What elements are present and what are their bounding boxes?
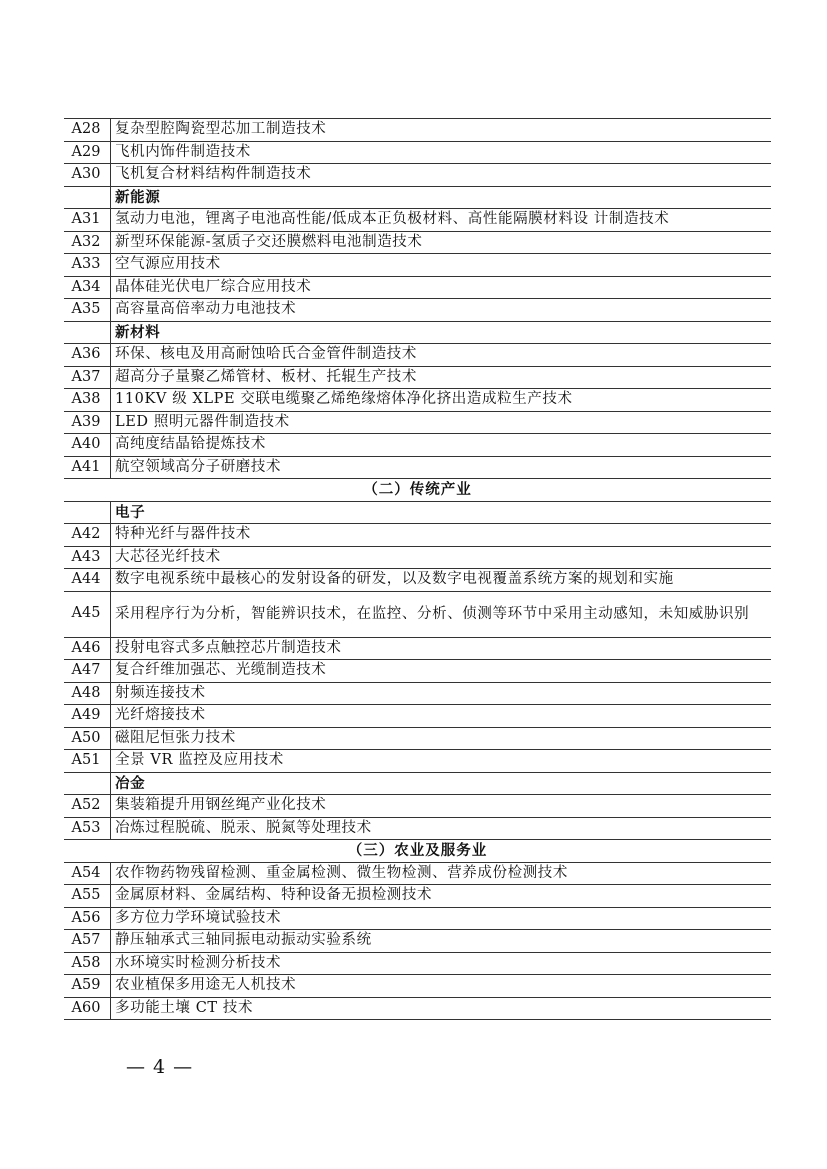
section-header-row [64, 479, 771, 502]
item-code: A52 [64, 795, 111, 818]
item-code: A49 [64, 705, 111, 728]
item-code: A40 [64, 434, 111, 457]
item-code: A28 [64, 119, 111, 142]
category-title: 电子 [111, 501, 772, 524]
item-name: 空气源应用技术 [111, 254, 772, 277]
table-row [64, 997, 771, 1020]
item-name: LED 照明元器件制造技术 [111, 411, 772, 434]
item-name: 新型环保能源-氢质子交还膜燃料电池制造技术 [111, 231, 772, 254]
table-row [64, 795, 771, 818]
item-code: A42 [64, 524, 111, 547]
table-row [64, 907, 771, 930]
item-name: 环保、核电及用高耐蚀哈氏合金管件制造技术 [111, 344, 772, 367]
table-body [64, 119, 771, 1020]
item-code: A32 [64, 231, 111, 254]
item-code: A33 [64, 254, 111, 277]
table-row [64, 209, 771, 232]
table-row [64, 231, 771, 254]
item-code: A59 [64, 975, 111, 998]
category-title: 新能源 [111, 186, 772, 209]
item-code: A48 [64, 682, 111, 705]
item-code: A35 [64, 299, 111, 322]
table-row [64, 299, 771, 322]
section-title: （二）传统产业 [64, 479, 771, 502]
item-name: 磁阻尼恒张力技术 [111, 727, 772, 750]
table-row [64, 637, 771, 660]
item-code: A56 [64, 907, 111, 930]
item-name: 数字电视系统中最核心的发射设备的研发，以及数字电视覆盖系统方案的规划和实施 [111, 569, 772, 592]
item-name: 高纯度结晶铪提炼技术 [111, 434, 772, 457]
item-name: 采用程序行为分析，智能辨识技术，在监控、分析、侦测等环节中采用主动感知，未知威胁识别 [111, 591, 772, 637]
page-number: — 4 — [126, 1056, 194, 1078]
table-row [64, 930, 771, 953]
table-row [64, 456, 771, 479]
item-name: 飞机内饰件制造技术 [111, 141, 772, 164]
category-row [64, 321, 771, 344]
item-name: 静压轴承式三轴同振电动振动实验系统 [111, 930, 772, 953]
table-row [64, 862, 771, 885]
item-code [64, 321, 111, 344]
item-code: A39 [64, 411, 111, 434]
item-code: A43 [64, 546, 111, 569]
table-row [64, 569, 771, 592]
item-name: 光纤熔接技术 [111, 705, 772, 728]
item-name: 水环境实时检测分析技术 [111, 952, 772, 975]
table-row [64, 591, 771, 637]
table-row [64, 682, 771, 705]
table-row [64, 254, 771, 277]
item-name: 集装箱提升用钢丝绳产业化技术 [111, 795, 772, 818]
item-code: A54 [64, 862, 111, 885]
item-name: 飞机复合材料结构件制造技术 [111, 164, 772, 187]
item-code [64, 186, 111, 209]
category-row [64, 772, 771, 795]
item-code: A55 [64, 885, 111, 908]
table-row [64, 727, 771, 750]
item-name: 多方位力学环境试验技术 [111, 907, 772, 930]
table-row [64, 411, 771, 434]
item-code: A50 [64, 727, 111, 750]
item-code: A46 [64, 637, 111, 660]
item-code: A30 [64, 164, 111, 187]
category-row [64, 186, 771, 209]
item-code: A34 [64, 276, 111, 299]
table-row [64, 434, 771, 457]
item-code: A57 [64, 930, 111, 953]
item-name: 冶炼过程脱硫、脱汞、脱氮等处理技术 [111, 817, 772, 840]
item-code: A38 [64, 389, 111, 412]
item-name: 多功能土壤 CT 技术 [111, 997, 772, 1020]
category-row [64, 501, 771, 524]
category-title: 新材料 [111, 321, 772, 344]
table-row [64, 885, 771, 908]
item-code: A44 [64, 569, 111, 592]
item-name: 射频连接技术 [111, 682, 772, 705]
table-row [64, 344, 771, 367]
item-code [64, 501, 111, 524]
table-row [64, 750, 771, 773]
item-name: 航空领域高分子研磨技术 [111, 456, 772, 479]
item-name: 氢动力电池，锂离子电池高性能/低成本正负极材料、高性能隔膜材料设 计制造技术 [111, 209, 772, 232]
item-code: A53 [64, 817, 111, 840]
item-code: A31 [64, 209, 111, 232]
table-row [64, 524, 771, 547]
table-row [64, 975, 771, 998]
category-title: 冶金 [111, 772, 772, 795]
item-code: A41 [64, 456, 111, 479]
item-code: A37 [64, 366, 111, 389]
item-name: 大芯径光纤技术 [111, 546, 772, 569]
item-name: 金属原材料、金属结构、特种设备无损检测技术 [111, 885, 772, 908]
table-row [64, 660, 771, 683]
section-title: （三）农业及服务业 [64, 840, 771, 863]
table-row [64, 119, 771, 142]
table-row [64, 705, 771, 728]
item-code [64, 772, 111, 795]
item-code: A47 [64, 660, 111, 683]
table-row [64, 366, 771, 389]
item-code: A36 [64, 344, 111, 367]
table-row [64, 546, 771, 569]
section-header-row [64, 840, 771, 863]
item-name: 复合纤维加强芯、光缆制造技术 [111, 660, 772, 683]
item-name: 复杂型腔陶瓷型芯加工制造技术 [111, 119, 772, 142]
item-name: 特种光纤与器件技术 [111, 524, 772, 547]
table-row [64, 817, 771, 840]
item-code: A45 [64, 591, 111, 637]
item-name: 高容量高倍率动力电池技术 [111, 299, 772, 322]
item-code: A29 [64, 141, 111, 164]
item-code: A60 [64, 997, 111, 1020]
item-name: 110KV 级 XLPE 交联电缆聚乙烯绝缘熔体净化挤出造成粒生产技术 [111, 389, 772, 412]
item-name: 晶体硅光伏电厂综合应用技术 [111, 276, 772, 299]
item-name: 超高分子量聚乙烯管材、板材、托辊生产技术 [111, 366, 772, 389]
table-row [64, 389, 771, 412]
item-name: 全景 VR 监控及应用技术 [111, 750, 772, 773]
item-name: 农作物药物残留检测、重金属检测、微生物检测、营养成份检测技术 [111, 862, 772, 885]
table-row [64, 952, 771, 975]
item-name: 农业植保多用途无人机技术 [111, 975, 772, 998]
item-code: A58 [64, 952, 111, 975]
item-code: A51 [64, 750, 111, 773]
table-row [64, 276, 771, 299]
technology-list-table [64, 118, 771, 1020]
table-row [64, 141, 771, 164]
item-name: 投射电容式多点触控芯片制造技术 [111, 637, 772, 660]
table-row [64, 164, 771, 187]
